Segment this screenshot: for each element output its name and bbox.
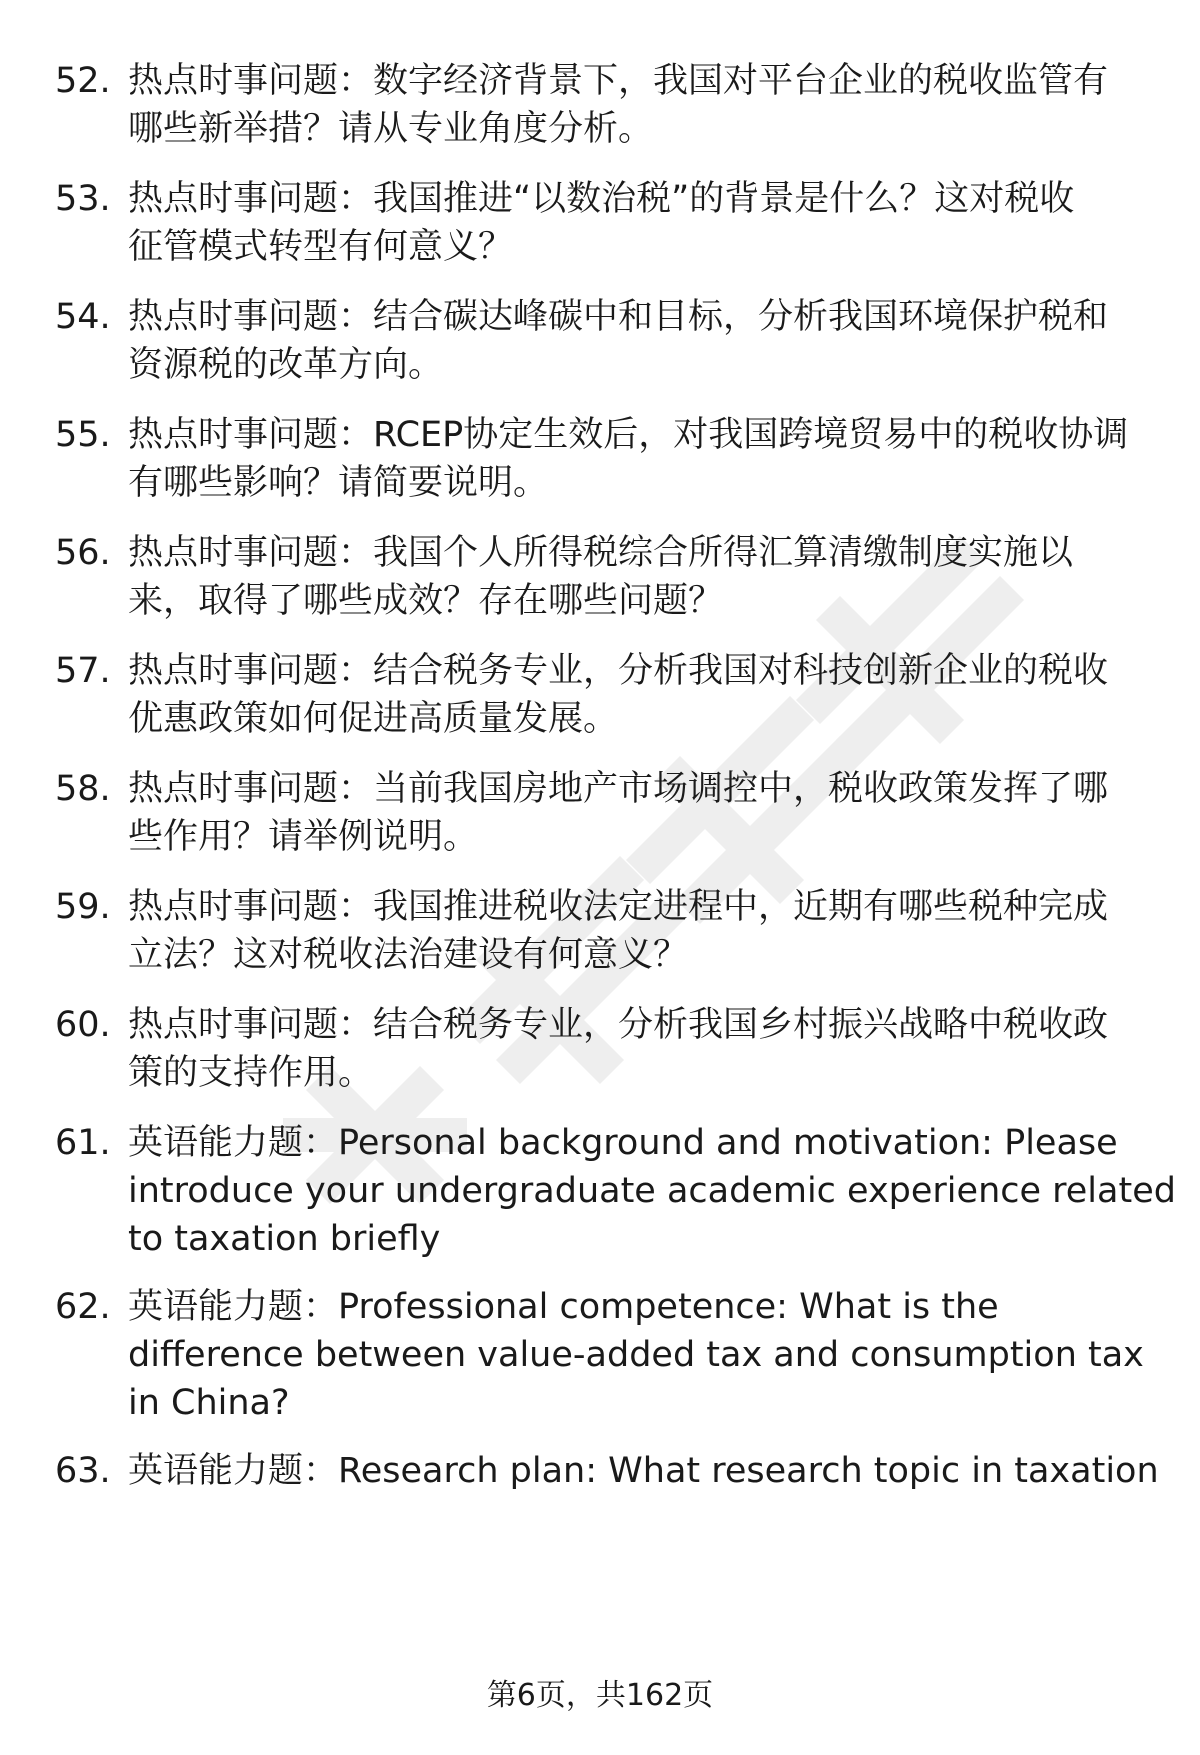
question-number: 54. xyxy=(55,297,111,337)
question-line: in China? xyxy=(128,1383,290,1423)
question-item xyxy=(55,57,1165,153)
question-line: 热点时事问题：结合税务专业，分析我国乡村振兴战略中税收政 xyxy=(128,1005,1109,1045)
question-number: 58. xyxy=(55,769,111,809)
question-item xyxy=(55,411,1165,507)
question-line: 些作用？请举例说明。 xyxy=(128,817,479,857)
question-item xyxy=(55,1447,1165,1495)
question-item xyxy=(55,647,1165,743)
question-line: 来，取得了哪些成效？存在哪些问题？ xyxy=(128,581,724,621)
question-number: 56. xyxy=(55,533,111,573)
question-text xyxy=(128,1001,1165,1097)
page-footer: 第6页，共162页 xyxy=(486,1678,714,1713)
question-number: 57. xyxy=(55,651,111,691)
question-number: 53. xyxy=(55,179,111,219)
question-item xyxy=(55,765,1165,861)
question-item xyxy=(55,883,1165,979)
question-text xyxy=(128,529,1165,625)
question-item xyxy=(55,1283,1165,1427)
question-item xyxy=(55,1119,1176,1263)
question-item xyxy=(55,293,1165,389)
question-line: 优惠政策如何促进高质量发展。 xyxy=(128,699,619,739)
question-text xyxy=(128,883,1165,979)
question-line: to taxation briefly xyxy=(128,1219,441,1259)
question-line: 热点时事问题：数字经济背景下，我国对平台企业的税收监管有 xyxy=(128,61,1109,101)
question-line: 热点时事问题：我国推进税收法定进程中，近期有哪些税种完成 xyxy=(128,887,1109,927)
question-line: 策的支持作用。 xyxy=(128,1053,374,1093)
question-text xyxy=(128,411,1165,507)
question-line: 热点时事问题：当前我国房地产市场调控中，税收政策发挥了哪 xyxy=(128,769,1109,809)
question-text xyxy=(128,1447,1165,1495)
question-text xyxy=(128,1119,1176,1263)
question-line: 热点时事问题：RCEP协定生效后，对我国跨境贸易中的税收协调 xyxy=(128,415,1129,455)
question-text xyxy=(128,293,1165,389)
question-line: 哪些新举措？请从专业角度分析。 xyxy=(128,109,654,149)
question-line: 英语能力题：Personal background and motivation: Please xyxy=(128,1123,1118,1163)
question-line: introduce your undergraduate academic experience related xyxy=(128,1171,1176,1211)
question-number: 52. xyxy=(55,61,111,101)
question-line: 英语能力题：Professional competence: What is the xyxy=(128,1287,999,1327)
question-number: 61. xyxy=(55,1123,111,1163)
question-item xyxy=(55,529,1165,625)
question-line: 热点时事问题：结合碳达峰碳中和目标，分析我国环境保护税和 xyxy=(128,297,1109,337)
question-line: 热点时事问题：我国个人所得税综合所得汇算清缴制度实施以 xyxy=(128,533,1074,573)
question-line: 立法？这对税收法治建设有何意义？ xyxy=(128,935,689,975)
question-number: 60. xyxy=(55,1005,111,1045)
question-line: 英语能力题：Research plan: What research topic in taxation xyxy=(128,1451,1159,1491)
question-text xyxy=(128,647,1165,743)
question-number: 59. xyxy=(55,887,111,927)
question-text xyxy=(128,57,1165,153)
question-line: 热点时事问题：我国推进“以数治税”的背景是什么？这对税收 xyxy=(128,179,1075,219)
question-line: 征管模式转型有何意义？ xyxy=(128,227,514,267)
question-line: 有哪些影响？请简要说明。 xyxy=(128,463,549,503)
question-number: 55. xyxy=(55,415,111,455)
question-item xyxy=(55,1001,1165,1097)
question-text xyxy=(128,175,1165,271)
question-line: difference between value-added tax and consumption tax xyxy=(128,1335,1144,1375)
question-number: 63. xyxy=(55,1451,111,1491)
question-text xyxy=(128,765,1165,861)
question-item xyxy=(55,175,1165,271)
question-text xyxy=(128,1283,1165,1427)
question-line: 资源税的改革方向。 xyxy=(128,345,444,385)
question-line: 热点时事问题：结合税务专业，分析我国对科技创新企业的税收 xyxy=(128,651,1109,691)
question-number: 62. xyxy=(55,1287,111,1327)
